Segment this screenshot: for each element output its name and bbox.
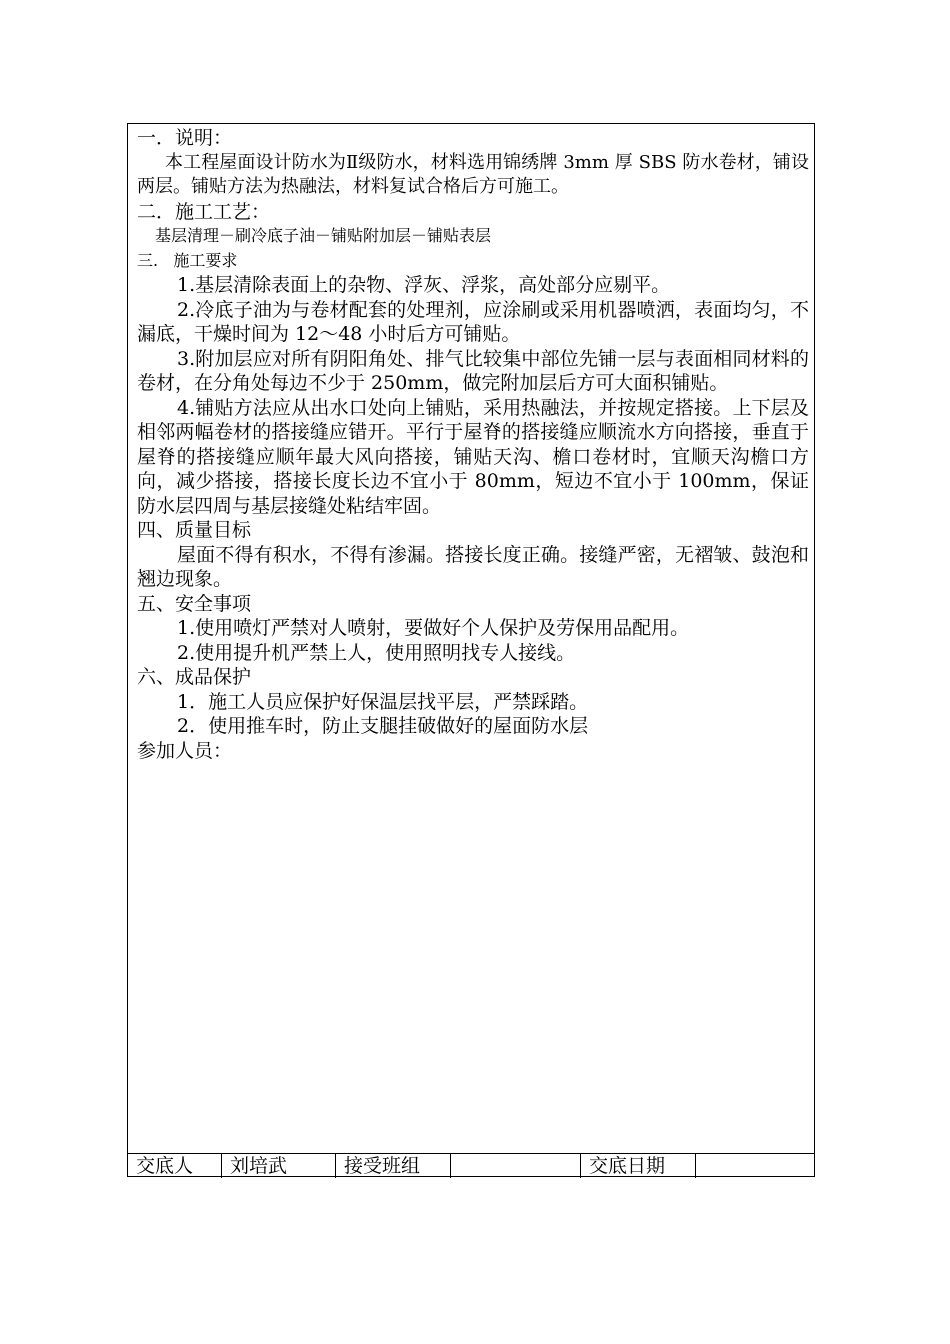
form-content [137,126,809,763]
handover-date-label: 交底日期 [581,1154,696,1178]
section-2-heading: 二．施工工艺： [137,200,271,223]
section-3-heading: 三. 施工要求 [137,250,238,270]
section-3-item: 2.冷底子油为与卷材配套的处理剂，应涂刷或采用机器喷洒，表面均匀，不漏底，干燥时间为 12～48 小时后方可铺贴。 [137,298,809,345]
section-3-item: 3.附加层应对所有阴阳角处、排气比较集中部位先铺一层与表面相同材料的卷材，在分角处每边不少于 250mm，做完附加层后方可大面积铺贴。 [137,347,809,394]
handover-person-value[interactable]: 刘培武 [222,1154,336,1178]
section-6-heading: 六、成品保护 [137,666,252,688]
section-3-item: 1.基层清除表面上的杂物、浮灰、浮浆，高处部分应剔平。 [177,274,671,296]
section-4-heading: 四、质量目标 [137,519,252,541]
section-6-item: 2．使用推车时，防止支腿挂破做好的屋面防水层 [177,715,589,737]
section-5-heading: 五、安全事项 [137,592,252,615]
section-6-item: 1．施工人员应保护好保温层找平层，严禁踩踏。 [177,690,589,713]
section-4-body: 屋面不得有积水，不得有渗漏。搭接长度正确。接缝严密，无褶皱、鼓泡和翘边现象。 [137,543,809,590]
section-2-process: 基层清理－刷冷底子油－铺贴附加层－铺贴表层 [155,226,492,245]
section-1-body: 本工程屋面设计防水为Ⅱ级防水，材料选用锦绣牌 3mm 厚 SBS 防水卷材，铺设两层。铺贴方法为热融法，材料复试合格后方可施工。 [137,151,809,197]
disclosure-form [127,123,815,1177]
section-5-item: 1.使用喷灯严禁对人喷射，要做好个人保护及劳保用品配用。 [177,617,690,639]
handover-person-label: 交底人 [128,1154,222,1178]
section-1-heading: 一．说明： [137,127,233,149]
participants-label: 参加人员： [137,739,233,762]
section-3-item: 4.铺贴方法应从出水口处向上铺贴，采用热融法，并按规定搭接。上下层及相邻两幅卷材的搭接缝应错开。平行于屋脊的搭接缝应顺流水方向搭接，垂直于屋脊的搭接缝应顺年最大风向搭接，铺贴天沟、檐口卷材时，宜顺天沟檐口方向，减少搭接，搭接长度长边不宜小于 80mm，短边不宜小于 100mm，保证防水层四周与基层接缝处粘结牢固。 [137,396,809,517]
signature-row [128,1153,814,1178]
handover-date-value[interactable] [696,1154,814,1178]
receiving-team-value[interactable] [451,1154,581,1178]
receiving-team-label: 接受班组 [336,1154,451,1178]
section-5-item: 2.使用提升机严禁上人，使用照明找专人接线。 [177,641,576,664]
